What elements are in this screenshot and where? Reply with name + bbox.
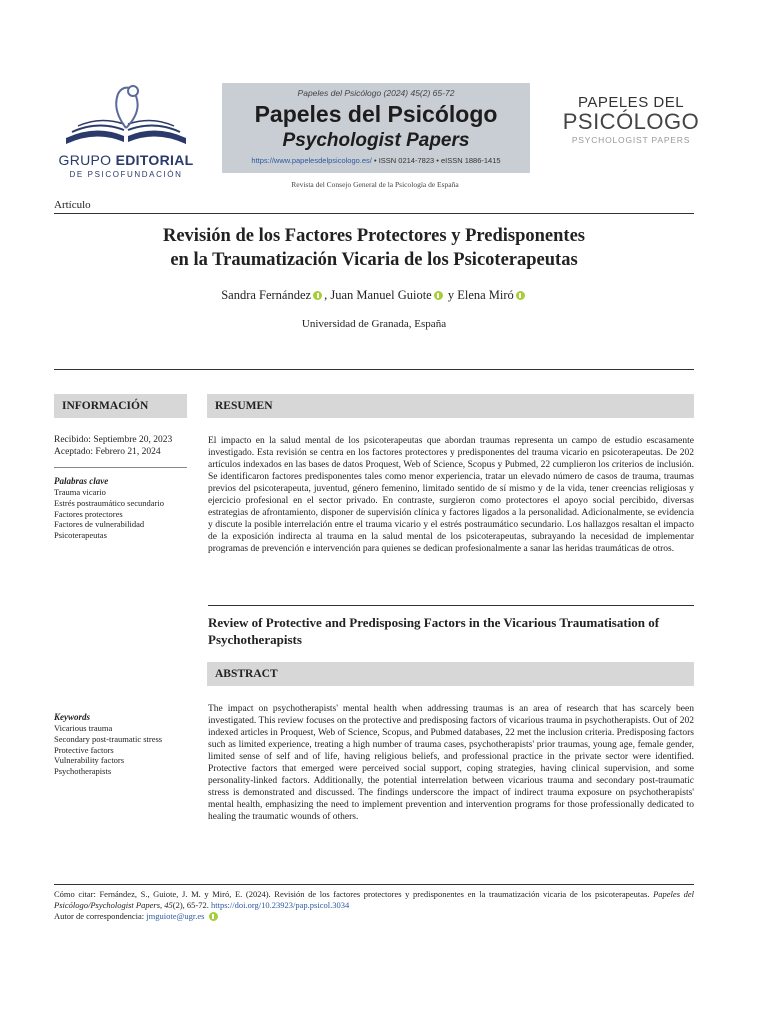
doi-link[interactable]: https://doi.org/10.23923/pap.psicol.3034	[211, 900, 350, 910]
footer-divider	[54, 884, 694, 885]
logo-group-text: GRUPO EDITORIAL	[58, 152, 194, 168]
banner-issn: https://www.papelesdelpsicologo.es/ • ISSN 0214-7823 • eISSN 1886-1415	[251, 156, 501, 165]
accepted-date: Aceptado: Febrero 21, 2024	[54, 447, 161, 457]
affiliation: Universidad de Granada, España	[301, 318, 447, 330]
orcid-icon[interactable]	[313, 291, 322, 300]
logo-right-line2: PSICÓLOGO	[562, 109, 700, 134]
journal-banner	[222, 83, 530, 173]
article-title: Revisión de los Factores Protectores y Predisponentes en la Traumatización Vicaria de los Psicoterapeutas	[162, 226, 585, 270]
orcid-icon[interactable]	[434, 291, 443, 300]
resumen-text: El impacto en la salud mental de los psicoterapeutas que abordan traumas representa un campo de estudio escasamente investigado. Esta revisión se centra en los factores protectores y predisponentes del trauma vicario en psicoterapeutas. De 202 artículos indexados en las bases de datos Proquest, Web of Science, Scopus y Pubmed, 22 cumplieron los criterios de inclusión. Se identificaron factores predisponentes tales como menor experiencia, tratar un elevado número de casos de trauma, traumas previos del psicoterapeuta, juventud, género femenino, limitado sentido de sí mismo y de la vida, tener creencias religiosas y ejercicio profesional en el sector privado. En contraste, surgieron como protectores el apoyo social percibido, diversas estrategias de afrontamiento, disponer de supervisión clínica y factores ligados a la personalidad. Adicionalmente, se evidencia y discute la posible interrelación entre el trauma vicario y el estrés postraumático secundario. Los hallazgos resaltan el impacto de la exposición indirecta al trauma en la salud mental de los psicoterapeutas, subrayando la necesidad de implementar programas de prevención e intervención para quienes se dedican profesionalmente a sanar las heridas traumáticas de otros.	[208, 436, 694, 554]
keywords-en	[54, 712, 194, 777]
keyword-item: Psychotherapists	[54, 766, 112, 777]
title-divider	[54, 369, 694, 370]
author-list	[54, 288, 694, 303]
grupo-editorial-logo	[56, 80, 196, 180]
corresponding-author: Autor de correspondencia: jmguiote@ugr.es	[54, 911, 694, 923]
keywords-es	[54, 476, 194, 541]
english-title: Review of Protective and Predisposing Factors in the Vicarious Traumatisation of Psychotherapists	[208, 615, 660, 647]
info-heading: INFORMACIÓN	[54, 394, 187, 418]
author-name: , Juan Manuel Guiote	[324, 288, 432, 302]
english-divider	[208, 605, 694, 606]
keyword-item: Trauma vicario	[54, 487, 106, 497]
abstract-heading: ABSTRACT	[207, 662, 694, 686]
abstract-text: The impact on psychotherapists' mental health when addressing traumas is an area of research that has scarcely been investigated. This review focuses on the protective and predisposing factors of vicarious trauma in psychotherapists. Out of 202 indexed articles in Proquest, Web of Science, Scopus, and Pubmed databases, 22 met the inclusion criteria. Predisposing factors such as limited experience, treating a high number of trauma cases, psychotherapists' prior traumas, young age, female gender, limited sense of self and of life, having religious beliefs, and professional practice in the private sector were identified. Protective factors that emerged were perceived social support, coping strategies, having clinical supervision, and some personality-linked factors. Additionally, the potential interrelation between vicarious trauma and secondary post-traumatic stress is demonstrated and discussed. The findings underscore the impact of indirect trauma exposure on psychotherapists' mental health, emphasizing the need to implement prevention and intervention programs for those professionally dedicated to healing the traumatic wounds of others.	[208, 704, 694, 822]
keyword-item: Factores protectores	[54, 508, 123, 519]
received-date: Recibido: Septiembre 20, 2023	[54, 435, 173, 445]
revista-subtitle: Revista del Consejo General de la Psicología de España	[291, 180, 459, 189]
info-divider	[54, 467, 187, 468]
papeles-logo	[556, 94, 706, 145]
banner-citation: Papeles del Psicólogo (2024) 45(2) 65-72	[297, 88, 455, 98]
logo-right-line3: PSYCHOLOGIST PAPERS	[571, 135, 691, 145]
keyword-item: Vulnerability factors	[54, 755, 125, 766]
header-divider	[54, 213, 694, 214]
keyword-item: Factores de vulnerabilidad	[54, 519, 145, 530]
email-link[interactable]: jmguiote@ugr.es	[146, 911, 205, 921]
how-to-cite: Cómo citar: Fernández, S., Guiote, J. M. y Miró, E. (2024). Revisión de los factores protectores y predisponentes en la traumatización vicaria de los psicoterapeutas. Papeles del Psicólogo/Psychologist Papers, 45(2), 65-72. https://doi.org/10.23923/pap.psicol.3034	[54, 889, 694, 910]
keywords-es-title: Palabras clave	[54, 476, 109, 486]
logo-right-line1: PAPELES DEL	[577, 94, 685, 111]
keyword-item: Vicarious trauma	[54, 723, 113, 733]
orcid-icon[interactable]	[516, 291, 525, 300]
journal-url-link[interactable]: https://www.papelesdelpsicologo.es/	[251, 156, 372, 165]
author-name: Sandra Fernández	[221, 288, 312, 302]
banner-title-en: Psychologist Papers	[282, 130, 470, 151]
open-book-figure-icon	[56, 80, 196, 150]
article-type-label: Artículo	[54, 199, 91, 211]
author-name: y Elena Miró	[444, 288, 514, 302]
keyword-item: Psicoterapeutas	[54, 530, 107, 541]
citation-block	[54, 889, 694, 923]
logo-sub-text: DE PSICOFUNDACIÓN	[69, 170, 183, 179]
keyword-item: Secondary post-traumatic stress	[54, 733, 163, 744]
orcid-icon[interactable]	[209, 912, 218, 921]
resumen-heading: RESUMEN	[207, 394, 694, 418]
keyword-item: Protective factors	[54, 744, 114, 755]
banner-title-es: Papeles del Psicólogo	[254, 101, 498, 127]
keywords-en-title: Keywords	[54, 712, 90, 722]
keyword-item: Estrés postraumático secundario	[54, 497, 164, 508]
